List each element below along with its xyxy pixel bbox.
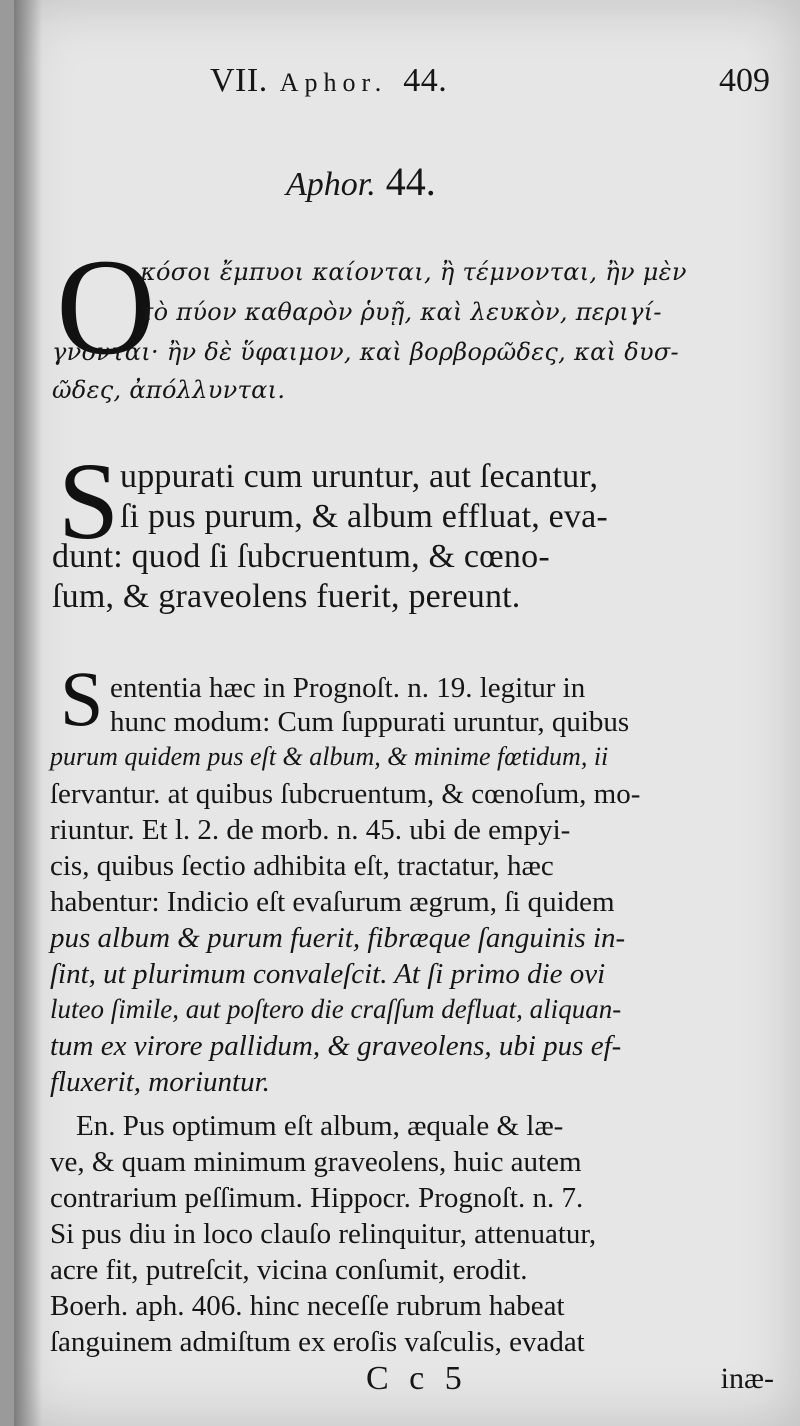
note-line: acre fit, putreſcit, vicina conſumit, erodit.	[50, 1254, 528, 1286]
note-line: contrarium peſſimum. Hippocr. Prognoſt. n. 7.	[50, 1182, 584, 1214]
book-page	[14, 0, 800, 1426]
greek-line: κόσοι ἔμπυοι καίονται, ἢ τέμνονται, ἢν μὲν	[140, 258, 687, 286]
note-line: ve, & quam minimum graveolens, huic autem	[50, 1146, 582, 1178]
note-line: ſanguinem admiſtum ex eroſis vaſculis, evadat	[50, 1326, 585, 1358]
commentary-line: pus album & purum fuerit, fibræque ſanguinis in-	[50, 922, 626, 954]
latin-line: uppurati cum uruntur, aut ſecantur,	[120, 458, 599, 495]
commentary-drop-cap: S	[60, 655, 104, 742]
greek-line: τὸ πύον καθαρὸν ῥυῇ, καὶ λευκὸν, περιγί-	[140, 298, 662, 326]
greek-line: γνονται· ἢν δὲ ὕφαιμον, καὶ βορβορῶδες, καὶ δυσ-	[52, 338, 679, 366]
note-line: En. Pus optimum eſt album, æquale & læ-	[76, 1110, 564, 1142]
greek-drop-cap: O	[56, 230, 156, 383]
latin-drop-cap: S	[58, 440, 120, 562]
note-line: Si pus diu in loco clauſo relinquitur, attenuatur,	[50, 1218, 597, 1250]
commentary-line: cis, quibus ſectio adhibita eſt, tractatur, hæc	[50, 850, 554, 882]
commentary-line: luteo ſimile, aut poſtero die craſſum defluat, aliquan-	[50, 994, 622, 1024]
latin-line: dunt: quod ſi ſubcruentum, & cœno-	[52, 538, 550, 575]
running-head-section: Aphor.	[279, 68, 388, 97]
note-line: Boerh. aph. 406. hinc neceſſe rubrum habeat	[50, 1290, 565, 1322]
latin-line: ſum, & graveolens fuerit, pereunt.	[52, 578, 521, 615]
aphorism-title-label: Aphor.	[286, 166, 376, 203]
commentary-line: tum ex virore pallidum, & graveolens, ubi pus ef-	[50, 1030, 622, 1062]
commentary-line: ententia hæc in Prognoſt. n. 19. legitur in	[110, 672, 586, 704]
commentary-line: fluxerit, moriuntur.	[50, 1066, 270, 1098]
running-head-number: 44.	[403, 62, 448, 99]
latin-line: ſi pus purum, & album effluat, eva-	[120, 498, 608, 535]
aphorism-title-number: 44.	[385, 159, 436, 204]
commentary-line: purum quidem pus eſt & album, & minime fœtidum, ii	[50, 742, 609, 771]
running-head-chapter: VII.	[210, 62, 268, 99]
commentary-line: ſint, ut plurimum convaleſcit. At ſi primo die ovi	[50, 958, 606, 990]
commentary-line: habentur: Indicio eſt evaſurum ægrum, ſi quidem	[50, 886, 615, 918]
running-head	[210, 62, 447, 100]
page-number: 409	[719, 62, 770, 99]
commentary-line: hunc modum: Cum ſuppurati uruntur, quibus	[110, 706, 630, 738]
commentary-line: riuntur. Et l. 2. de morb. n. 45. ubi de empyi-	[50, 814, 571, 846]
greek-line: ῶδες, ἀπόλλυνται.	[52, 376, 286, 404]
commentary-line: ſervantur. at quibus ſubcruentum, & cœnoſum, mo-	[50, 778, 641, 810]
signature-mark: C c 5	[366, 1360, 468, 1397]
aphorism-title	[286, 158, 436, 205]
catchword: inæ-	[720, 1362, 774, 1395]
